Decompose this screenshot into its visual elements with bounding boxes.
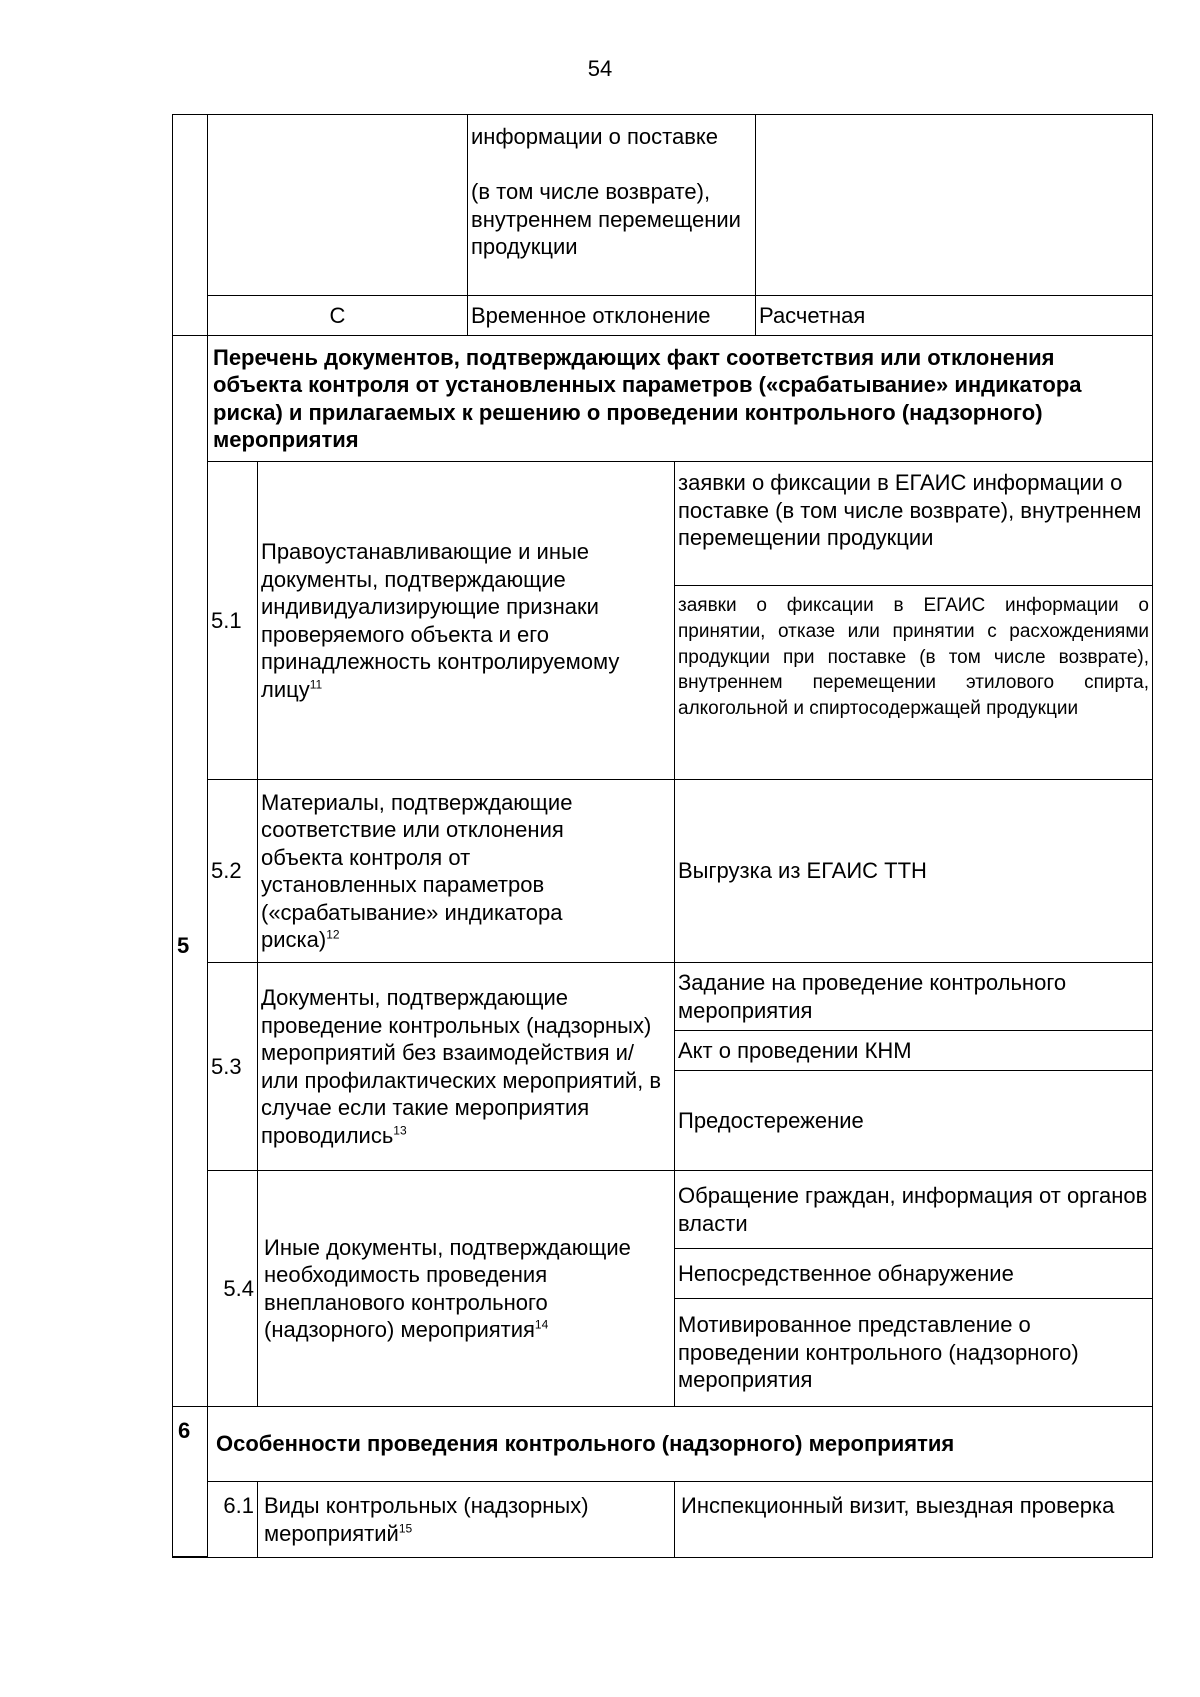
row-5-1-description: Правоустанавливающие и иные документы, подтверждающие индивидуализирующие признаки проверяемого объекта и его принадлежность контролируемому лицу$^{11}$ — [257, 461, 675, 780]
footnote-12: 12 — [326, 927, 340, 942]
footnote-15: 15 — [398, 1521, 413, 1536]
continuation-empty-cell — [755, 114, 1153, 296]
section-5-number: 5 — [172, 335, 208, 1557]
row-5-3-description: Документы, подтверждающие проведение контрольных (надзорных) мероприятий без взаимодействия и/или профилактических мероприятий, в случае если такие мероприятия проводились$^{13}$ — [257, 962, 675, 1171]
row-5-3-item-3: Предостережение — [674, 1070, 1153, 1171]
row-5-2-description: Материалы, подтверждающие соответствие или отклонения объекта контроля от установленных параметров («срабатывание» индикатора риска)$^{12}$ — [257, 779, 675, 963]
continuation-number-cell — [172, 114, 208, 336]
row-5-4-item-2: Непосредственное обнаружение — [674, 1248, 1153, 1299]
row-5-4-description: Иные документы, подтверждающие необходимость проведения внепланового контрольного (надзорного) мероприятия$^{14}$ — [257, 1170, 675, 1407]
continuation-code-cell — [207, 114, 468, 296]
calculation-type-cell: Расчетная — [755, 295, 1153, 336]
row-5-2-number: 5.2 — [207, 779, 258, 963]
row-5-4-number: 5.4 — [207, 1170, 258, 1407]
row-5-2-item-1: Выгрузка из ЕГАИС ТТН — [674, 779, 1153, 963]
row-5-1-item-2: заявки о фиксации в ЕГАИС информации о принятии, отказе или принятии с расхождениями продукции при поставке (в том числе возврате), внутреннем перемещении этилового спирта, алкогольной и спиртосодержащей продукции — [674, 585, 1153, 780]
footnote-11: 11 — [309, 677, 323, 692]
section-6-title: Особенности проведения контрольного (надзорного) мероприятия — [207, 1406, 1153, 1482]
row-5-4-item-3: Мотивированное представление о проведении контрольного (надзорного) мероприятия — [674, 1298, 1153, 1407]
page-number: 54 — [587, 56, 613, 81]
deviation-type-cell: Временное отклонение — [467, 295, 756, 336]
footnote-14: 14 — [534, 1317, 549, 1332]
risk-code-cell: С — [207, 295, 468, 336]
row-6-1-description: Виды контрольных (надзорных) мероприятий$^{15}$ — [257, 1481, 675, 1558]
continuation-info-cell: информации о поставке (в том числе возврате), внутреннем перемещении продукции — [467, 114, 756, 296]
row-6-1-number: 6.1 — [207, 1481, 258, 1558]
footnote-13: 13 — [393, 1123, 407, 1138]
row-5-3-item-2: Акт о проведении КНМ — [674, 1030, 1153, 1071]
row-5-1-number: 5.1 — [207, 461, 258, 780]
row-5-1-item-1: заявки о фиксации в ЕГАИС информации о поставке (в том числе возврате), внутреннем перемещении продукции — [674, 461, 1153, 586]
row-5-4-item-1: Обращение граждан, информация от органов власти — [674, 1170, 1153, 1249]
row-6-1-value: Инспекционный визит, выездная проверка — [674, 1481, 1153, 1558]
row-5-3-item-1: Задание на проведение контрольного мероприятия — [674, 962, 1153, 1031]
section-5-title: Перечень документов, подтверждающих факт соответствия или отклонения объекта контроля от установленных параметров («срабатывание» индикатора риска) и прилагаемых к решению о проведении контрольного (надзорного) мероприятия — [207, 335, 1153, 462]
section-6-number: 6 — [172, 1406, 208, 1558]
row-5-3-number: 5.3 — [207, 962, 258, 1171]
